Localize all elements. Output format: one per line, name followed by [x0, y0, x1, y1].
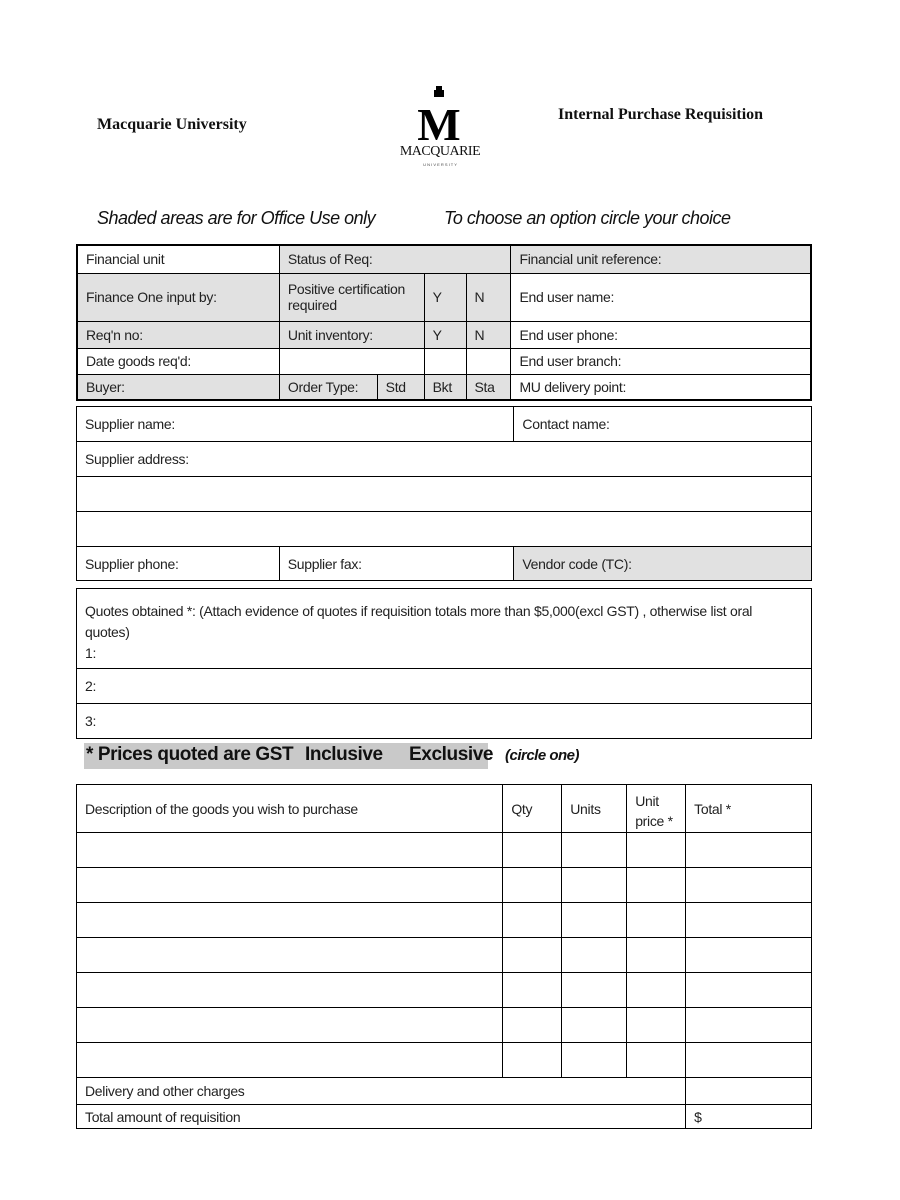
- description-cell[interactable]: [77, 973, 503, 1008]
- goods-row[interactable]: [77, 973, 812, 1008]
- buyer-field[interactable]: Buyer:: [77, 374, 279, 400]
- quote-1-label: 1:: [85, 645, 97, 661]
- units-header: Units: [562, 785, 627, 833]
- description-cell[interactable]: [77, 868, 503, 903]
- contact-name-field[interactable]: Contact name:: [514, 407, 812, 442]
- goods-row[interactable]: [77, 903, 812, 938]
- total-cell[interactable]: [686, 938, 812, 973]
- qty-cell[interactable]: [503, 1043, 562, 1078]
- qty-cell[interactable]: [503, 938, 562, 973]
- goods-table: [76, 784, 812, 1129]
- supplier-address-line-2[interactable]: [77, 477, 812, 512]
- form-title: Internal Purchase Requisition: [558, 106, 764, 123]
- blank-cell: [279, 348, 424, 374]
- blank-cell: [466, 348, 511, 374]
- end-user-phone-field[interactable]: End user phone:: [511, 321, 811, 348]
- unit-inventory-yes-option[interactable]: Y: [424, 321, 466, 348]
- reqn-no-field[interactable]: Req'n no:: [77, 321, 279, 348]
- total-amount-label: Total amount of requisition: [77, 1105, 686, 1129]
- units-cell[interactable]: [562, 973, 627, 1008]
- supplier-fax-field[interactable]: Supplier fax:: [279, 547, 514, 581]
- university-logo: [390, 84, 490, 174]
- total-cell[interactable]: [686, 903, 812, 938]
- circle-one-note: (circle one): [505, 747, 580, 764]
- supplier-address-field[interactable]: Supplier address:: [77, 442, 812, 477]
- unit-price-cell[interactable]: [627, 833, 686, 868]
- unit-price-cell[interactable]: [627, 868, 686, 903]
- units-cell[interactable]: [562, 903, 627, 938]
- financial-unit-label: Financial unit: [77, 245, 279, 273]
- description-cell[interactable]: [77, 1008, 503, 1043]
- unit-price-header: Unit price *: [627, 785, 686, 833]
- qty-cell[interactable]: [503, 833, 562, 868]
- units-cell[interactable]: [562, 1008, 627, 1043]
- positive-certification-no-option[interactable]: N: [466, 273, 511, 321]
- order-type-sta-option[interactable]: Sta: [466, 374, 511, 400]
- logo-wordmark: MACQUARIE: [399, 144, 481, 159]
- positive-certification-label: Positive certification required: [279, 273, 424, 321]
- total-amount-field[interactable]: $: [686, 1105, 812, 1129]
- description-cell[interactable]: [77, 1043, 503, 1078]
- supplier-name-field[interactable]: Supplier name:: [77, 407, 514, 442]
- mu-delivery-point-field[interactable]: MU delivery point:: [511, 374, 811, 400]
- units-cell[interactable]: [562, 1043, 627, 1078]
- unit-price-cell[interactable]: [627, 938, 686, 973]
- supplier-address-line-3[interactable]: [77, 512, 812, 547]
- order-type-label: Order Type:: [279, 374, 377, 400]
- unit-price-cell[interactable]: [627, 1043, 686, 1078]
- unit-inventory-no-option[interactable]: N: [466, 321, 511, 348]
- organisation-name: Macquarie University: [97, 116, 247, 133]
- gst-prefix: * Prices quoted are GST: [86, 744, 294, 765]
- quotes-table: [76, 588, 812, 739]
- svg-text:M: M: [417, 99, 461, 150]
- qty-cell[interactable]: [503, 1008, 562, 1043]
- qty-cell[interactable]: [503, 868, 562, 903]
- total-cell[interactable]: [686, 1008, 812, 1043]
- delivery-charges-field[interactable]: [686, 1078, 812, 1105]
- qty-cell[interactable]: [503, 973, 562, 1008]
- supplier-phone-field[interactable]: Supplier phone:: [77, 547, 280, 581]
- office-use-table: [76, 244, 812, 401]
- unit-price-cell[interactable]: [627, 903, 686, 938]
- status-of-req-field[interactable]: Status of Req:: [279, 245, 511, 273]
- total-header: Total *: [686, 785, 812, 833]
- date-goods-reqd-field[interactable]: Date goods req'd:: [77, 348, 279, 374]
- order-type-std-option[interactable]: Std: [377, 374, 424, 400]
- logo-subtext: U N I V E R S I T Y: [423, 162, 457, 167]
- goods-row[interactable]: [77, 833, 812, 868]
- goods-row[interactable]: [77, 1043, 812, 1078]
- end-user-branch-field[interactable]: End user branch:: [511, 348, 811, 374]
- total-cell[interactable]: [686, 973, 812, 1008]
- unit-price-cell[interactable]: [627, 973, 686, 1008]
- description-cell[interactable]: [77, 938, 503, 973]
- units-cell[interactable]: [562, 868, 627, 903]
- financial-unit-reference-field[interactable]: Financial unit reference:: [511, 245, 811, 273]
- unit-price-cell[interactable]: [627, 1008, 686, 1043]
- qty-cell[interactable]: [503, 903, 562, 938]
- choose-option-note: To choose an option circle your choice: [444, 208, 731, 228]
- description-cell[interactable]: [77, 903, 503, 938]
- total-cell[interactable]: [686, 1043, 812, 1078]
- gst-exclusive-option[interactable]: Exclusive: [409, 744, 494, 765]
- quotes-cell[interactable]: [77, 589, 812, 669]
- goods-header-row: [77, 785, 812, 833]
- positive-certification-yes-option[interactable]: Y: [424, 273, 466, 321]
- units-cell[interactable]: [562, 938, 627, 973]
- description-cell[interactable]: [77, 833, 503, 868]
- delivery-charges-label: Delivery and other charges: [77, 1078, 686, 1105]
- finance-one-input-field[interactable]: Finance One input by:: [77, 273, 279, 321]
- quote-3-field[interactable]: 3:: [77, 704, 812, 739]
- end-user-name-field[interactable]: End user name:: [511, 273, 811, 321]
- gst-inclusive-option[interactable]: Inclusive: [305, 744, 383, 765]
- description-header: Description of the goods you wish to purchase: [77, 785, 503, 833]
- blank-cell: [424, 348, 466, 374]
- total-cell[interactable]: [686, 868, 812, 903]
- office-use-note: Shaded areas are for Office Use only: [97, 208, 376, 228]
- unit-inventory-label: Unit inventory:: [279, 321, 424, 348]
- total-cell[interactable]: [686, 833, 812, 868]
- vendor-code-field[interactable]: Vendor code (TC):: [514, 547, 812, 581]
- units-cell[interactable]: [562, 833, 627, 868]
- order-type-bkt-option[interactable]: Bkt: [424, 374, 466, 400]
- goods-row[interactable]: [77, 938, 812, 973]
- supplier-table: [76, 406, 812, 581]
- quotes-label: Quotes obtained *: (Attach evidence of quotes if requisition totals more than $5,000(excl GST) , otherwise list oral quotes): [85, 603, 753, 640]
- goods-row[interactable]: [77, 868, 812, 903]
- university-logo-icon: [390, 84, 490, 174]
- qty-header: Qty: [503, 785, 562, 833]
- goods-row[interactable]: [77, 1008, 812, 1043]
- quote-2-field[interactable]: 2:: [77, 669, 812, 704]
